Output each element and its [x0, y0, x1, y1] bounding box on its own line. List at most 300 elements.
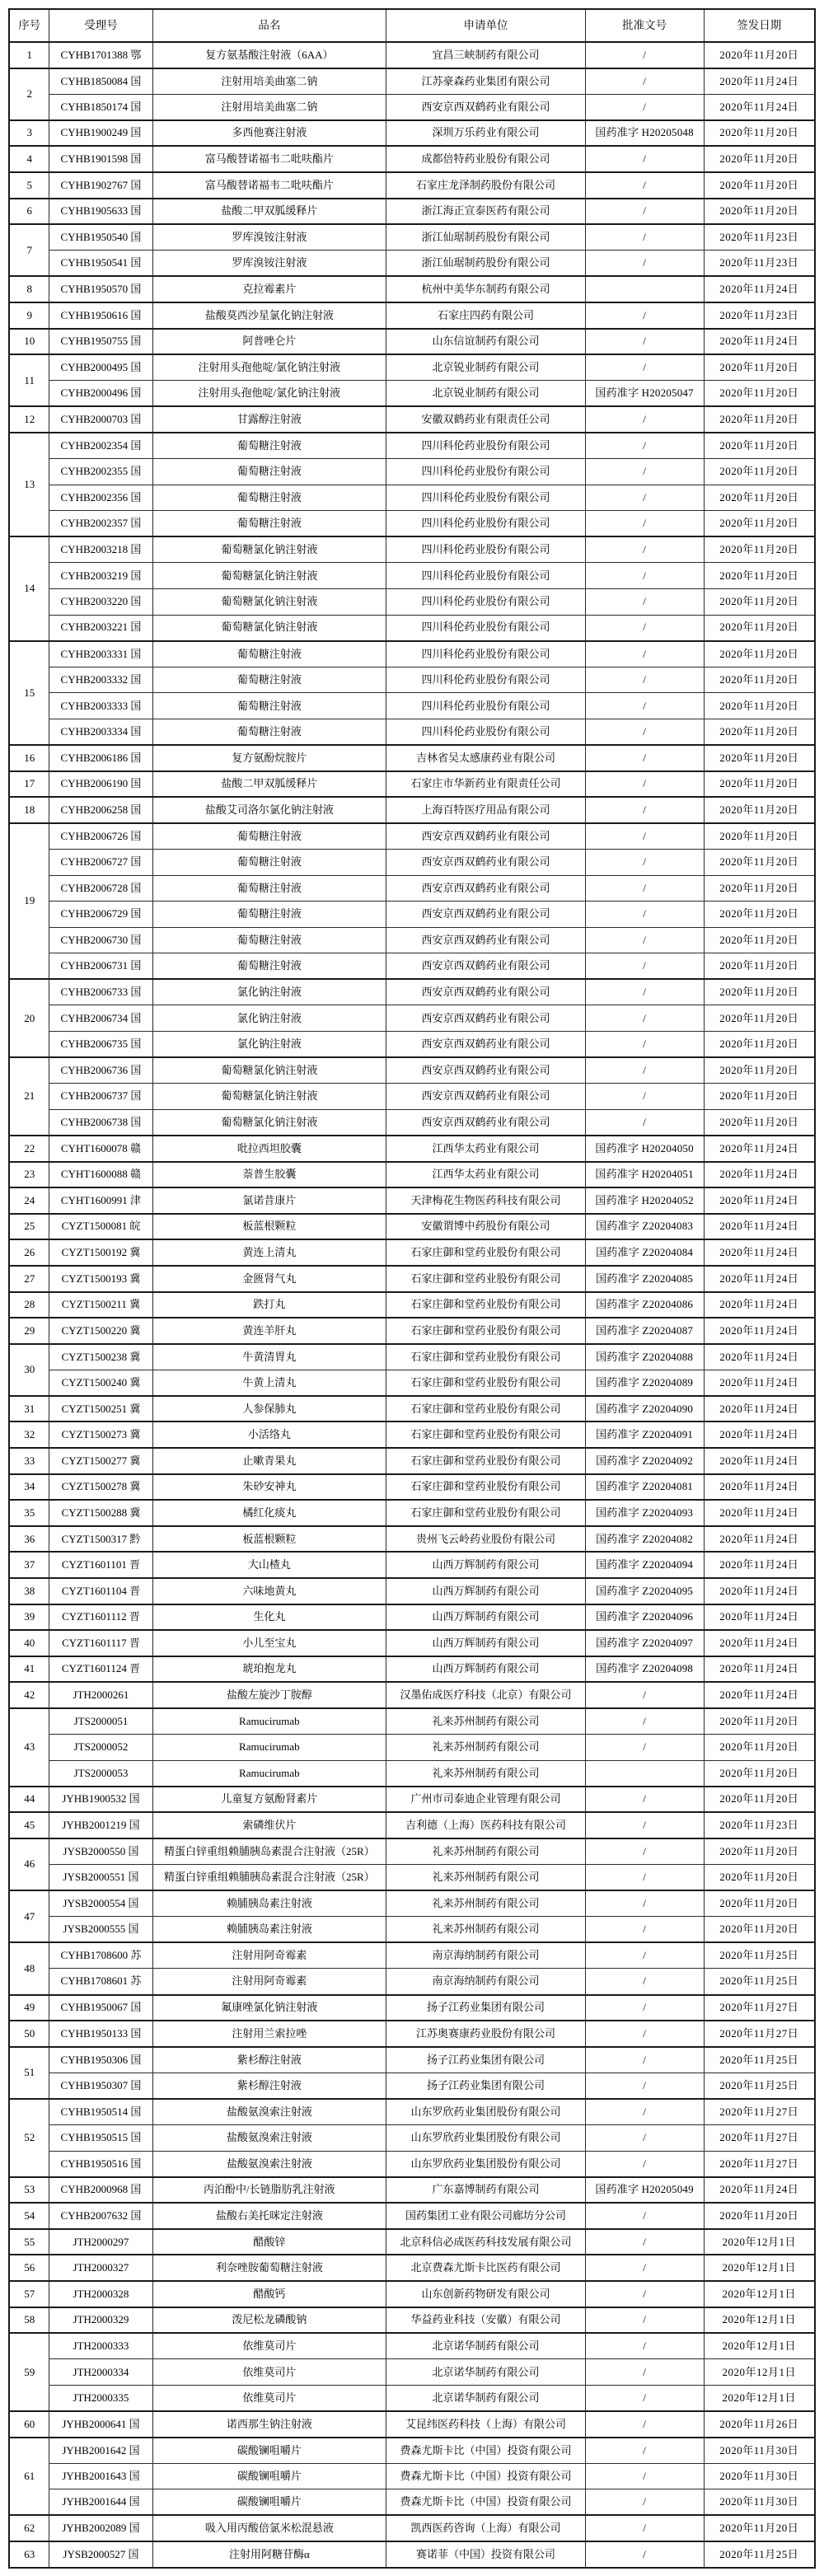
table-row	[9, 2073, 815, 2099]
table-row	[9, 2203, 815, 2229]
product-name-cell: 利奈唑胺葡萄糖注射液	[152, 2255, 386, 2281]
issue-date-cell: 2020年11月25日	[704, 2073, 815, 2099]
applicant-cell: 石家庄御和堂药业股份有限公司	[386, 1266, 586, 1292]
row-number: 5	[9, 172, 49, 199]
approval-number-cell: 国药准字 Z20204084	[585, 1239, 704, 1266]
applicant-cell: 山东罗欣药业集团股份有限公司	[386, 2099, 586, 2125]
row-number: 59	[9, 2333, 49, 2411]
approval-number-cell: 国药准字 Z20204086	[585, 1292, 704, 1318]
product-name-cell: 碳酸镧咀嚼片	[152, 2489, 386, 2516]
applicant-cell: 浙江海正宣泰医药有限公司	[386, 199, 586, 225]
approval-number-cell: /	[585, 42, 704, 68]
applicant-cell: 扬子江药业集团有限公司	[386, 2047, 586, 2073]
applicant-cell: 石家庄御和堂药业股份有限公司	[386, 1396, 586, 1422]
applicant-cell: 浙江仙琚制药股份有限公司	[386, 251, 586, 277]
acceptance-number-cell: JTH2000329	[49, 2307, 152, 2334]
acceptance-number-cell: CYZT1500240 冀	[49, 1370, 152, 1396]
issue-date-cell: 2020年11月20日	[704, 563, 815, 589]
product-name-cell: 小儿至宝丸	[152, 1630, 386, 1656]
issue-date-cell: 2020年11月25日	[704, 2541, 815, 2568]
row-number: 29	[9, 1318, 49, 1344]
approval-number-cell: /	[585, 875, 704, 902]
acceptance-number-cell: JTH2000328	[49, 2281, 152, 2307]
table-body	[9, 42, 815, 2568]
approval-number-cell: 国药准字 Z20204091	[585, 1421, 704, 1448]
table-row	[9, 1890, 815, 1917]
table-row	[9, 1995, 815, 2021]
table-row	[9, 1136, 815, 1162]
approval-number-cell: /	[585, 485, 704, 511]
table-row	[9, 302, 815, 329]
applicant-cell: 北京费森尤斯卡比医药有限公司	[386, 2255, 586, 2281]
issue-date-cell: 2020年11月20日	[704, 2515, 815, 2541]
issue-date-cell: 2020年11月20日	[704, 902, 815, 928]
table-row	[9, 641, 815, 667]
table-row	[9, 406, 815, 433]
applicant-cell: 四川科伦药业股份有限公司	[386, 693, 586, 719]
table-row	[9, 2515, 815, 2541]
applicant-cell: 四川科伦药业股份有限公司	[386, 667, 586, 693]
table-row	[9, 42, 815, 68]
applicant-cell: 石家庄御和堂药业股份有限公司	[386, 1421, 586, 1448]
approval-number-cell: /	[585, 719, 704, 745]
product-name-cell: Ramucirumab	[152, 1708, 386, 1735]
approval-number-cell: /	[585, 172, 704, 199]
table-row	[9, 459, 815, 485]
issue-date-cell: 2020年11月20日	[704, 1109, 815, 1136]
table-row	[9, 511, 815, 537]
applicant-cell: 山西万辉制药有限公司	[386, 1578, 586, 1604]
approval-number-cell: /	[585, 536, 704, 563]
row-number: 11	[9, 354, 49, 406]
product-name-cell: 六味地黄丸	[152, 1578, 386, 1604]
issue-date-cell: 2020年11月25日	[704, 1969, 815, 1995]
row-number: 2	[9, 68, 49, 120]
acceptance-number-cell: CYZT1500238 冀	[49, 1344, 152, 1370]
product-name-cell: 牛黄上清丸	[152, 1370, 386, 1396]
product-name-cell: 依维莫司片	[152, 2385, 386, 2411]
product-name-cell: 葡萄糖注射液	[152, 719, 386, 745]
product-name-cell: 吡拉西坦胶囊	[152, 1136, 386, 1162]
table-row	[9, 1214, 815, 1240]
table-row	[9, 745, 815, 771]
product-name-cell: 阿普唑仑片	[152, 329, 386, 355]
approval-number-cell: 国药准字 H20205048	[585, 120, 704, 147]
table-row	[9, 1838, 815, 1865]
row-number: 45	[9, 1812, 49, 1838]
issue-date-cell: 2020年11月20日	[704, 459, 815, 485]
applicant-cell: 北京锐业制药有限公司	[386, 381, 586, 407]
applicant-cell: 山西万辉制药有限公司	[386, 1552, 586, 1578]
approval-number-cell: /	[585, 2333, 704, 2359]
table-row	[9, 1396, 815, 1422]
row-number: 12	[9, 406, 49, 433]
product-name-cell: 注射用兰索拉唑	[152, 2021, 386, 2047]
acceptance-number-cell: CYHB1701388 鄂	[49, 42, 152, 68]
product-name-cell: 葡萄糖注射液	[152, 693, 386, 719]
product-name-cell: 注射用培美曲塞二钠	[152, 68, 386, 95]
approval-number-cell: 国药准字 H20205049	[585, 2177, 704, 2204]
table-row	[9, 615, 815, 641]
product-name-cell: 人参保肺丸	[152, 1396, 386, 1422]
product-name-cell: 紫杉醇注射液	[152, 2047, 386, 2073]
row-number: 13	[9, 433, 49, 536]
table-row	[9, 68, 815, 95]
acceptance-number-cell: JYSB2000554 国	[49, 1890, 152, 1917]
acceptance-number-cell: CYHB2002355 国	[49, 459, 152, 485]
issue-date-cell: 2020年11月20日	[704, 823, 815, 850]
product-name-cell: 大山楂丸	[152, 1552, 386, 1578]
issue-date-cell: 2020年11月20日	[704, 1708, 815, 1735]
acceptance-number-cell: CYHB2003331 国	[49, 641, 152, 667]
issue-date-cell: 2020年11月20日	[704, 641, 815, 667]
applicant-cell: 江西华太药业有限公司	[386, 1136, 586, 1162]
product-name-cell: 注射用头孢他啶/氯化钠注射液	[152, 381, 386, 407]
applicant-cell: 宜昌三峡制药有限公司	[386, 42, 586, 68]
approval-number-cell: /	[585, 2021, 704, 2047]
table-row	[9, 536, 815, 563]
approval-number-cell: /	[585, 433, 704, 459]
table-row	[9, 849, 815, 875]
issue-date-cell: 2020年11月20日	[704, 1735, 815, 1761]
acceptance-number-cell: CYHB2006737 国	[49, 1084, 152, 1110]
approval-number-cell: 国药准字 Z20204081	[585, 1474, 704, 1501]
table-row	[9, 1812, 815, 1838]
applicant-cell: 广东嘉博制药有限公司	[386, 2177, 586, 2204]
applicant-cell: 石家庄御和堂药业股份有限公司	[386, 1344, 586, 1370]
table-row	[9, 2438, 815, 2464]
acceptance-number-cell: CYHB2003333 国	[49, 693, 152, 719]
applicant-cell: 西安京西双鹤药业有限公司	[386, 1057, 586, 1084]
product-name-cell: 牛黄清胃丸	[152, 1344, 386, 1370]
issue-date-cell: 2020年11月20日	[704, 615, 815, 641]
issue-date-cell: 2020年12月1日	[704, 2385, 815, 2411]
approval-number-cell: 国药准字 Z20204093	[585, 1500, 704, 1526]
table-row	[9, 1760, 815, 1787]
issue-date-cell: 2020年11月20日	[704, 979, 815, 1005]
table-row	[9, 1604, 815, 1631]
approval-number-cell: /	[585, 1865, 704, 1891]
applicant-cell: 石家庄御和堂药业股份有限公司	[386, 1448, 586, 1474]
applicant-cell: 四川科伦药业股份有限公司	[386, 536, 586, 563]
issue-date-cell: 2020年11月20日	[704, 745, 815, 771]
approval-number-cell: /	[585, 1735, 704, 1761]
product-name-cell: 儿童复方氨酚肾素片	[152, 1787, 386, 1813]
acceptance-number-cell: CYHB2002354 国	[49, 433, 152, 459]
acceptance-number-cell: CYHB1950306 国	[49, 2047, 152, 2073]
row-number: 48	[9, 1942, 49, 1994]
issue-date-cell: 2020年11月24日	[704, 1318, 815, 1344]
acceptance-number-cell: JTH2000327	[49, 2255, 152, 2281]
applicant-cell: 北京诺华制药有限公司	[386, 2359, 586, 2386]
applicant-cell: 山东信谊制药有限公司	[386, 329, 586, 355]
acceptance-number-cell: CYHT1600991 津	[49, 1187, 152, 1214]
approval-number-cell: /	[585, 693, 704, 719]
approval-number-cell: /	[585, 902, 704, 928]
acceptance-number-cell: JYHB1900532 国	[49, 1787, 152, 1813]
row-number: 47	[9, 1890, 49, 1942]
approval-number-cell: 国药准字 Z20204085	[585, 1266, 704, 1292]
table-row	[9, 1057, 815, 1084]
acceptance-number-cell: CYHB2006735 国	[49, 1032, 152, 1058]
issue-date-cell: 2020年11月24日	[704, 94, 815, 120]
row-number: 56	[9, 2255, 49, 2281]
issue-date-cell: 2020年11月20日	[704, 771, 815, 798]
approval-number-cell: 国药准字 Z20204098	[585, 1656, 704, 1683]
table-row	[9, 146, 815, 172]
applicant-cell: 四川科伦药业股份有限公司	[386, 485, 586, 511]
acceptance-number-cell: CYHB1950541 国	[49, 251, 152, 277]
issue-date-cell: 2020年11月20日	[704, 797, 815, 823]
product-name-cell: 葡萄糖注射液	[152, 433, 386, 459]
issue-date-cell: 2020年11月24日	[704, 1656, 815, 1683]
issue-date-cell: 2020年11月20日	[704, 381, 815, 407]
issue-date-cell: 2020年11月20日	[704, 433, 815, 459]
row-number: 50	[9, 2021, 49, 2047]
approval-number-cell: /	[585, 354, 704, 381]
table-row	[9, 1526, 815, 1553]
row-number: 36	[9, 1526, 49, 1553]
product-name-cell: 朱砂安神丸	[152, 1474, 386, 1501]
product-name-cell: 注射用阿奇霉素	[152, 1969, 386, 1995]
table-row	[9, 771, 815, 798]
applicant-cell: 礼来苏州制药有限公司	[386, 1865, 586, 1891]
acceptance-number-cell: CYZT1500251 冀	[49, 1396, 152, 1422]
table-row	[9, 2125, 815, 2152]
product-name-cell: 盐酸氨溴索注射液	[152, 2099, 386, 2125]
issue-date-cell: 2020年11月20日	[704, 536, 815, 563]
issue-date-cell: 2020年11月24日	[704, 1239, 815, 1266]
table-row	[9, 2385, 815, 2411]
row-number: 20	[9, 979, 49, 1057]
product-name-cell: 紫杉醇注射液	[152, 2073, 386, 2099]
product-name-cell: 醋酸锌	[152, 2229, 386, 2255]
row-number: 25	[9, 1214, 49, 1240]
issue-date-cell: 2020年11月20日	[704, 42, 815, 68]
acceptance-number-cell: CYZT1500278 冀	[49, 1474, 152, 1501]
acceptance-number-cell: CYHB1950133 国	[49, 2021, 152, 2047]
header-row	[9, 9, 815, 42]
acceptance-number-cell: JYSB2000551 国	[49, 1865, 152, 1891]
product-name-cell: 赖脯胰岛素注射液	[152, 1890, 386, 1917]
approval-number-cell: /	[585, 1109, 704, 1136]
row-number: 61	[9, 2438, 49, 2516]
applicant-cell: 西安京西双鹤药业有限公司	[386, 902, 586, 928]
product-name-cell: 葡萄糖注射液	[152, 823, 386, 850]
product-name-cell: 盐酸二甲双胍缓释片	[152, 771, 386, 798]
acceptance-number-cell: JTH2000297	[49, 2229, 152, 2255]
product-name-cell: 葡萄糖注射液	[152, 927, 386, 953]
acceptance-number-cell: CYZT1500317 黔	[49, 1526, 152, 1553]
product-name-cell: 赖脯胰岛素注射液	[152, 1917, 386, 1943]
applicant-cell: 石家庄御和堂药业股份有限公司	[386, 1318, 586, 1344]
applicant-cell: 西安京西双鹤药业有限公司	[386, 1109, 586, 1136]
product-name-cell: 跌打丸	[152, 1292, 386, 1318]
product-name-cell: 多西他赛注射液	[152, 120, 386, 147]
applicant-cell: 山西万辉制药有限公司	[386, 1604, 586, 1631]
applicant-cell: 国药集团工业有限公司廊坊分公司	[386, 2203, 586, 2229]
table-row	[9, 1656, 815, 1683]
approval-number-cell: /	[585, 1942, 704, 1969]
issue-date-cell: 2020年11月27日	[704, 2021, 815, 2047]
product-name-cell: 葡萄糖注射液	[152, 667, 386, 693]
approval-number-cell: /	[585, 927, 704, 953]
product-name-cell: 葡萄糖氯化钠注射液	[152, 588, 386, 615]
product-name-cell: 精蛋白锌重组赖脯胰岛素混合注射液（25R）	[152, 1838, 386, 1865]
issue-date-cell: 2020年11月24日	[704, 1396, 815, 1422]
acceptance-number-cell: CYHB2006738 国	[49, 1109, 152, 1136]
issue-date-cell: 2020年11月23日	[704, 251, 815, 277]
table-row	[9, 1942, 815, 1969]
row-number: 58	[9, 2307, 49, 2334]
issue-date-cell: 2020年11月27日	[704, 2125, 815, 2152]
approval-number-cell: 国药准字 Z20204089	[585, 1370, 704, 1396]
approval-number-cell	[585, 1760, 704, 1787]
acceptance-number-cell: JYHB2001642 国	[49, 2438, 152, 2464]
issue-date-cell: 2020年11月24日	[704, 1214, 815, 1240]
row-number: 34	[9, 1474, 49, 1501]
row-number: 17	[9, 771, 49, 798]
product-name-cell: 克拉霉素片	[152, 276, 386, 302]
approval-table	[8, 8, 816, 2569]
table-row	[9, 94, 815, 120]
table-row	[9, 902, 815, 928]
acceptance-number-cell: JYHB2001643 国	[49, 2463, 152, 2489]
applicant-cell: 西安京西双鹤药业有限公司	[386, 823, 586, 850]
row-number: 21	[9, 1057, 49, 1136]
product-name-cell: 橘红化痰丸	[152, 1500, 386, 1526]
acceptance-number-cell: CYHB2000968 国	[49, 2177, 152, 2204]
row-number: 40	[9, 1630, 49, 1656]
applicant-cell: 四川科伦药业股份有限公司	[386, 719, 586, 745]
applicant-cell: 吉利德（上海）医药科技有限公司	[386, 1812, 586, 1838]
approval-number-cell: /	[585, 1787, 704, 1813]
acceptance-number-cell: CYHB2006733 国	[49, 979, 152, 1005]
issue-date-cell: 2020年12月1日	[704, 2229, 815, 2255]
table-row	[9, 719, 815, 745]
acceptance-number-cell: CYHB1950570 国	[49, 276, 152, 302]
row-number: 44	[9, 1787, 49, 1813]
applicant-cell: 四川科伦药业股份有限公司	[386, 563, 586, 589]
acceptance-number-cell: CYHB1950515 国	[49, 2125, 152, 2152]
acceptance-number-cell: CYHB2003220 国	[49, 588, 152, 615]
applicant-cell: 石家庄御和堂药业股份有限公司	[386, 1474, 586, 1501]
acceptance-number-cell: CYHB2003221 国	[49, 615, 152, 641]
product-name-cell: 注射用阿糖苷酶α	[152, 2541, 386, 2568]
product-name-cell: 氯化钠注射液	[152, 979, 386, 1005]
applicant-cell: 西安京西双鹤药业有限公司	[386, 94, 586, 120]
applicant-cell: 山东创新药物研发有限公司	[386, 2281, 586, 2307]
table-row	[9, 1552, 815, 1578]
applicant-cell: 西安京西双鹤药业有限公司	[386, 927, 586, 953]
applicant-cell: 天津梅花生物医药科技有限公司	[386, 1187, 586, 1214]
approval-number-cell: /	[585, 797, 704, 823]
applicant-cell: 西安京西双鹤药业有限公司	[386, 979, 586, 1005]
acceptance-number-cell: CYZT1601104 晋	[49, 1578, 152, 1604]
applicant-cell: 西安京西双鹤药业有限公司	[386, 849, 586, 875]
approval-number-cell: /	[585, 1890, 704, 1917]
approval-number-cell: /	[585, 1838, 704, 1865]
product-name-cell: 盐酸二甲双胍缓释片	[152, 199, 386, 225]
table-row	[9, 2411, 815, 2438]
product-name-cell: 葡萄糖注射液	[152, 902, 386, 928]
approval-number-cell: /	[585, 199, 704, 225]
row-number: 9	[9, 302, 49, 329]
row-number: 6	[9, 199, 49, 225]
issue-date-cell: 2020年11月25日	[704, 2047, 815, 2073]
acceptance-number-cell: JTH2000334	[49, 2359, 152, 2386]
table-row	[9, 927, 815, 953]
acceptance-number-cell: CYHB2002357 国	[49, 511, 152, 537]
applicant-cell: 礼来苏州制药有限公司	[386, 1708, 586, 1735]
approval-number-cell: /	[585, 2281, 704, 2307]
issue-date-cell: 2020年11月20日	[704, 199, 815, 225]
table-row	[9, 1708, 815, 1735]
issue-date-cell: 2020年11月20日	[704, 2203, 815, 2229]
acceptance-number-cell: JYHB2001644 国	[49, 2489, 152, 2516]
table-row	[9, 2255, 815, 2281]
issue-date-cell: 2020年11月20日	[704, 354, 815, 381]
approval-number-cell	[585, 276, 704, 302]
table-row	[9, 1292, 815, 1318]
acceptance-number-cell: CYHB2006729 国	[49, 902, 152, 928]
approval-number-cell: /	[585, 2463, 704, 2489]
issue-date-cell: 2020年11月20日	[704, 849, 815, 875]
approval-number-cell: /	[585, 667, 704, 693]
table-row	[9, 2021, 815, 2047]
table-row	[9, 2047, 815, 2073]
table-row	[9, 823, 815, 850]
applicant-cell: 深圳万乐药业有限公司	[386, 120, 586, 147]
acceptance-number-cell: CYHB2000703 国	[49, 406, 152, 433]
table-row	[9, 381, 815, 407]
product-name-cell: 泼尼松龙磷酸钠	[152, 2307, 386, 2334]
applicant-cell: 赛诺菲（中国）投资有限公司	[386, 2541, 586, 2568]
table-row	[9, 2333, 815, 2359]
applicant-cell: 华益药业科技（安徽）有限公司	[386, 2307, 586, 2334]
product-name-cell: 氟康唑氯化钠注射液	[152, 1995, 386, 2021]
product-name-cell: 碳酸镧咀嚼片	[152, 2463, 386, 2489]
acceptance-number-cell: CYHB1708600 苏	[49, 1942, 152, 1969]
approval-number-cell: 国药准字 Z20204087	[585, 1318, 704, 1344]
row-number: 16	[9, 745, 49, 771]
product-name-cell: 注射用头孢他啶/氯化钠注射液	[152, 354, 386, 381]
issue-date-cell: 2020年12月1日	[704, 2359, 815, 2386]
approval-number-cell: /	[585, 1917, 704, 1943]
approval-number-cell: /	[585, 2047, 704, 2073]
acceptance-number-cell: CYZT1500193 冀	[49, 1266, 152, 1292]
row-number: 22	[9, 1136, 49, 1162]
acceptance-number-cell: CYHB1950540 国	[49, 224, 152, 251]
row-number: 31	[9, 1396, 49, 1422]
issue-date-cell: 2020年11月27日	[704, 1995, 815, 2021]
applicant-cell: 江苏豪森药业集团有限公司	[386, 68, 586, 95]
applicant-cell: 礼来苏州制药有限公司	[386, 1890, 586, 1917]
issue-date-cell: 2020年11月20日	[704, 1760, 815, 1787]
approval-number-cell: /	[585, 68, 704, 95]
table-row	[9, 1630, 815, 1656]
issue-date-cell: 2020年11月24日	[704, 1266, 815, 1292]
issue-date-cell: 2020年11月20日	[704, 146, 815, 172]
row-number: 57	[9, 2281, 49, 2307]
product-name-cell: 依维莫司片	[152, 2359, 386, 2386]
product-name-cell: 葡萄糖注射液	[152, 511, 386, 537]
issue-date-cell: 2020年11月20日	[704, 1917, 815, 1943]
row-number: 1	[9, 42, 49, 68]
product-name-cell: 氯化钠注射液	[152, 1005, 386, 1032]
acceptance-number-cell: JYHB2001219 国	[49, 1812, 152, 1838]
product-name-cell: 盐酸右美托咪定注射液	[152, 2203, 386, 2229]
